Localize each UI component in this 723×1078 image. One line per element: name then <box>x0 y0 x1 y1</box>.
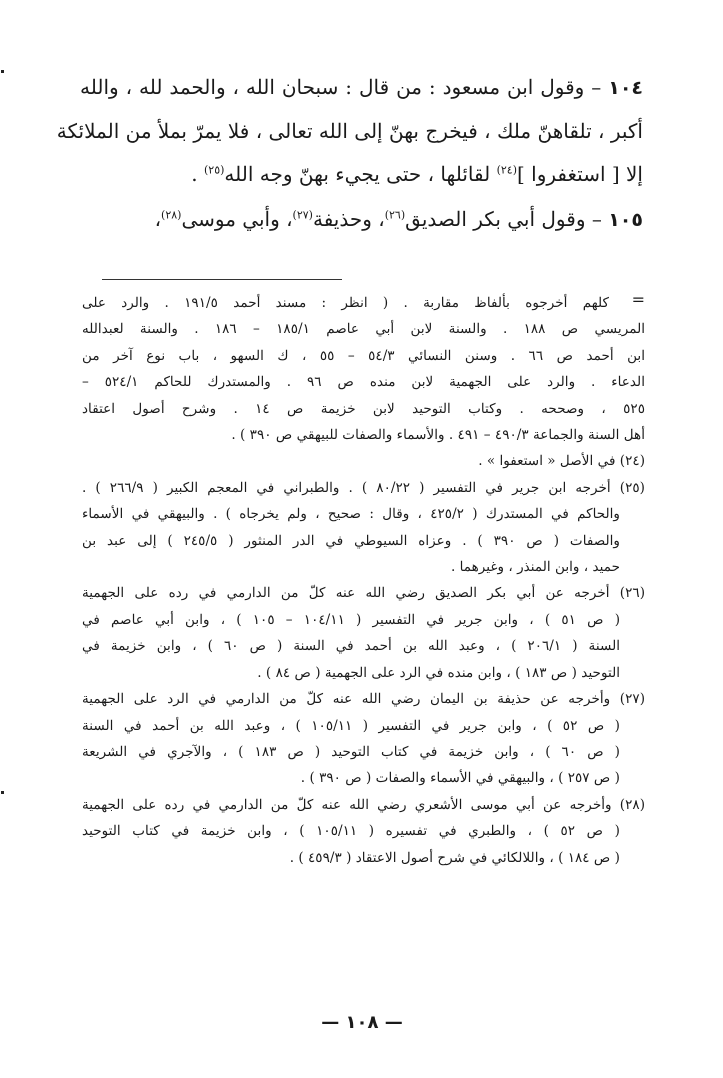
paragraph-number: ١٠٤ <box>608 77 644 99</box>
footnote-line: المريسي ص ١٨٨ . والسنة لابن أبي عاصم ١٨٥/١ – ١٨٦ . والسنة لعبدالله <box>82 321 645 338</box>
footnote-line: كلهم أخرجوه بألفاظ مقاربة . ( انظر : مسند أحمد ١٩١/٥ . والرد على <box>82 295 609 311</box>
footnote-line: الدعاء . والرد على الجهمية لابن منده ص ٩٦ . والمستدرك للحاكم ٥٢٤/١ – <box>82 374 645 391</box>
paragraph-105: ١٠٥ – وقول أبي بكر الصديق$^{(٢٦)}$، وحذيفة$^{(٢٧)}$، وأبي موسى$^{(٢٨)}$، <box>154 207 643 231</box>
footnote-line: السنة ( ٢٠٦/١ ) ، وعبد الله بن أحمد في السنة ( ص ٦٠ ) ، وابن خزيمة في <box>82 638 620 655</box>
footnote-line: ( ص ٦٠ ) ، وابن خزيمة في كتاب التوحيد ( ص ١٨٣ ) ، والآجري في الشريعة <box>82 743 620 760</box>
footnote-27: (٢٧) وأخرجه عن حذيفة بن اليمان رضي الله عنه كلّ من الدارمي في الرد على الجهمية <box>82 691 645 708</box>
scan-mark <box>1 791 4 794</box>
paragraph-104-line-3: إلا [ استغفروا ]$^{(٢٤)}$ لقائلها ، حتى يجيء بهنّ وجه الله$^{(٢٥)}$ . <box>191 162 643 186</box>
footnotes <box>82 290 645 871</box>
footnote-separator <box>102 279 342 280</box>
footnote-line: حميد ، وابن المنذر ، وغيرهما . <box>450 559 620 576</box>
footnote-ref-28[interactable]: (٢٨) <box>161 208 182 222</box>
continuation-mark: = <box>631 290 645 309</box>
page-number: — ١٠٨ — <box>321 1012 403 1033</box>
footnote-ref-25[interactable]: (٢٥) <box>204 163 225 177</box>
footnote-line: والحاكم في المستدرك ( ٤٢٥/٢ ، وقال : صحيح ، ولم يخرجاه ) . والبيهقي في الأسماء <box>82 506 620 523</box>
footnote-line: ( ص ٥٢ ) ، وابن جرير في التفسير ( ١٠٥/١١ ) ، وعبد الله بن أحمد في السنة <box>82 717 620 734</box>
footnote-28: (٢٨) وأخرجه عن أبي موسى الأشعري رضي الله عنه كلّ من الدارمي في رده على الجهمية <box>82 796 645 813</box>
footnote-25: (٢٥) أخرجه ابن جرير في التفسير ( ٨٠/٢٢ ) . والطبراني في المعجم الكبير ( ٢٦٦/٩ ) . <box>82 479 645 496</box>
footnote-line: التوحيد ( ص ١٨٣ ) ، وابن منده في الرد على الجهمية ( ص ٨٤ ) . <box>257 664 620 681</box>
footnote-line: أهل السنة والجماعة ٤٩٠/٣ – ٤٩١ . والأسماء والصفات للبيهقي ص ٣٩٠ ) . <box>231 427 645 444</box>
footnote-line: ابن أحمد ص ٦٦ . وسنن النسائي ٥٤/٣ – ٥٥ ، ك السهو ، باب نوع آخر من <box>82 347 645 364</box>
footnote-line: ( ص ٥٢ ) ، والطبري في تفسيره ( ١٠٥/١١ ) ، وابن خزيمة في كتاب التوحيد <box>82 823 620 840</box>
paragraph-104-line-1: ١٠٤ – وقول ابن مسعود : من قال : سبحان الله ، والحمد لله ، والله <box>80 75 644 99</box>
footnote-ref-26[interactable]: (٢٦) <box>384 208 406 222</box>
footnote-ref-24[interactable]: (٢٤) <box>496 163 517 177</box>
footnote-line: ( ص ٥١ ) ، وابن جرير في التفسير ( ١٠٤/١١ – ١٠٥ ) ، وابن أبي عاصم في <box>82 611 620 628</box>
scan-mark <box>1 70 4 73</box>
paragraph-number: ١٠٥ <box>608 209 643 231</box>
footnote-24: (٢٤) في الأصل « استعفوا » . <box>478 453 645 470</box>
footnote-line: ( ص ١٨٤ ) ، واللالكائي في شرح أصول الاعتقاد ( ٤٥٩/٣ ) . <box>289 849 620 866</box>
footnote-ref-27[interactable]: (٢٧) <box>292 208 313 222</box>
footnote-line: والصفات ( ص ٣٩٠ ) . وعزاه السيوطي في الدر المنثور ( ٢٤٥/٥ ) إلى عبد بن <box>82 532 620 549</box>
main-text <box>56 66 644 242</box>
footnote-26: (٢٦) أخرجه عن أبي بكر الصديق رضي الله عنه كلّ من الدارمي في رده على الجهمية <box>82 585 645 602</box>
footnote-line: ٥٢٥ ، وصححه . وكتاب التوحيد لابن خزيمة ص ١٤ . وشرح أصول اعتقاد <box>82 400 645 417</box>
footnote-line: ( ص ٢٥٧ ) ، والبيهقي في الأسماء والصفات ( ص ٣٩٠ ) . <box>300 770 620 787</box>
paragraph-104-line-2: أكبر ، تلقاهنّ ملك ، فيخرج بهنّ إلى الله تعالى ، فلا يمرّ بملأ من الملائكة <box>56 119 643 143</box>
